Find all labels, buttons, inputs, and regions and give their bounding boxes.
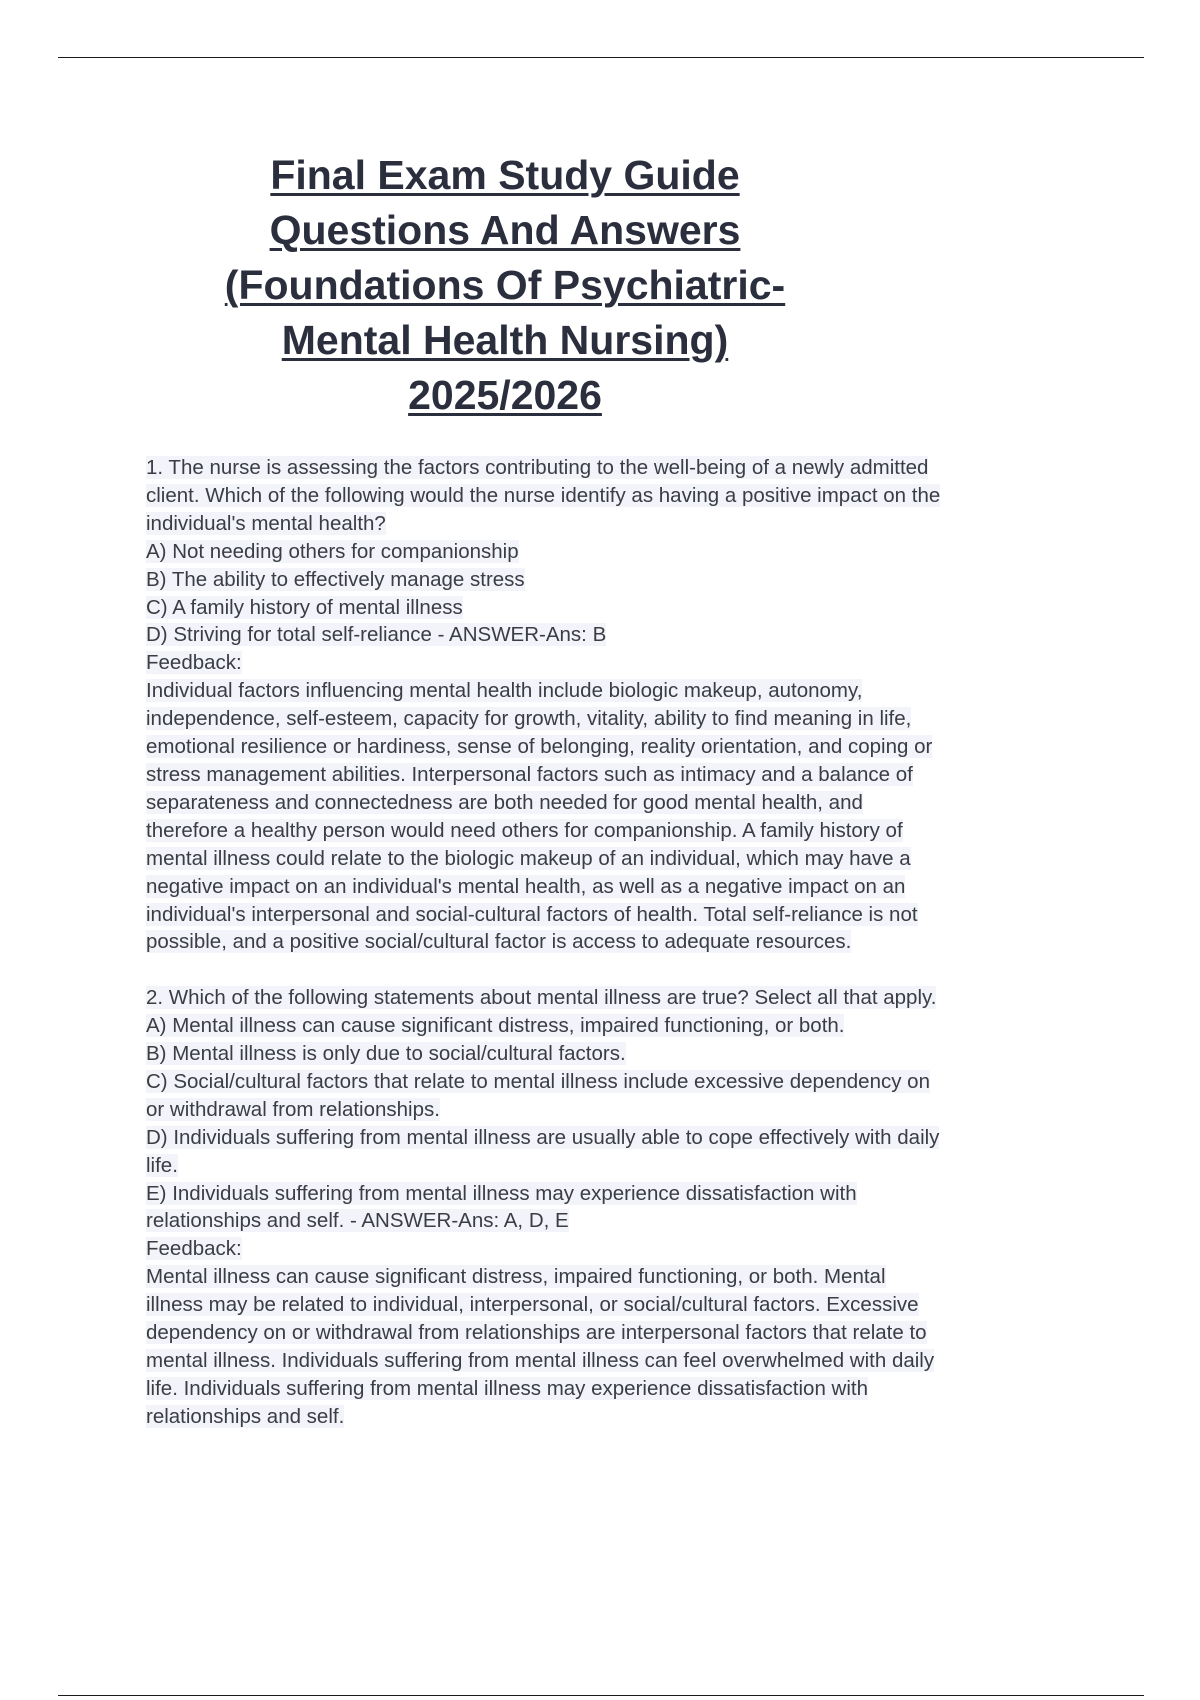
- question-block-2: [146, 984, 1146, 1431]
- answer-option: or withdrawal from relationships.: [146, 1097, 440, 1121]
- text-line: relationships and self.: [146, 1404, 345, 1428]
- top-rule: [58, 57, 1144, 58]
- feedback-label: Feedback:: [146, 1237, 242, 1261]
- text-line: independence, self-esteem, capacity for growth, vitality, ability to find meaning in life,: [146, 707, 912, 731]
- text-line: Individual factors influencing mental health include biologic makeup, autonomy,: [146, 679, 863, 703]
- title-line: Questions And Answers: [269, 207, 741, 253]
- text-line: individual's interpersonal and social-cultural factors of health. Total self-reliance is not: [146, 902, 918, 926]
- title-line: Mental Health Nursing): [281, 317, 729, 363]
- text-line: individual's mental health?: [146, 511, 386, 535]
- title-line: (Foundations Of Psychiatric-: [224, 262, 786, 308]
- text-line: therefore a healthy person would need others for companionship. A family history of: [146, 818, 903, 842]
- text-line: 1. The nurse is assessing the factors contributing to the well-being of a newly admitted: [146, 456, 929, 479]
- answer-option: B) Mental illness is only due to social/cultural factors.: [146, 1042, 626, 1066]
- text-line: Mental illness can cause significant distress, impaired functioning, or both. Mental: [146, 1265, 886, 1289]
- text-line: mental illness. Individuals suffering from mental illness can feel overwhelmed with daily: [146, 1348, 935, 1372]
- answer-option: A) Not needing others for companionship: [146, 539, 519, 563]
- text-line: illness may be related to individual, interpersonal, or social/cultural factors. Excessive: [146, 1293, 919, 1317]
- title-line: 2025/2026: [408, 372, 602, 418]
- text-line: negative impact on an individual's mental health, as well as a negative impact on an: [146, 874, 906, 898]
- text-line: stress management abilities. Interpersonal factors such as intimacy and a balance of: [146, 762, 913, 786]
- text-line: client. Which of the following would the nurse identify as having a positive impact on the: [146, 483, 941, 507]
- feedback-label: Feedback:: [146, 651, 242, 675]
- document-title: [150, 148, 860, 423]
- answer-option: E) Individuals suffering from mental illness may experience dissatisfaction with: [146, 1181, 857, 1205]
- text-line: possible, and a positive social/cultural factor is access to adequate resources.: [146, 930, 852, 954]
- text-line: dependency on or withdrawal from relationships are interpersonal factors that relate to: [146, 1321, 927, 1345]
- title-line: Final Exam Study Guide: [270, 152, 740, 198]
- answer-option: B) The ability to effectively manage stress: [146, 567, 525, 591]
- paragraph-gap: [146, 956, 1146, 984]
- text-line: 2. Which of the following statements about mental illness are true? Select all that apply.: [146, 986, 937, 1010]
- text-line: mental illness could relate to the biologic makeup of an individual, which may have a: [146, 846, 911, 870]
- answer-option: D) Striving for total self-reliance - ANSWER-Ans: B: [146, 623, 607, 647]
- answer-option: life.: [146, 1153, 178, 1177]
- answer-option: D) Individuals suffering from mental illness are usually able to cope effectively with daily: [146, 1125, 940, 1149]
- answer-option: A) Mental illness can cause significant distress, impaired functioning, or both.: [146, 1014, 845, 1038]
- bottom-rule: [58, 1695, 1144, 1696]
- answer-option: C) Social/cultural factors that relate to mental illness include excessive dependency on: [146, 1069, 930, 1093]
- answer-option: C) A family history of mental illness: [146, 595, 463, 619]
- text-line: emotional resilience or hardiness, sense of belonging, reality orientation, and coping or: [146, 735, 933, 759]
- document-body: [146, 454, 1146, 1431]
- text-line: life. Individuals suffering from mental illness may experience dissatisfaction with: [146, 1376, 869, 1400]
- question-block-1: [146, 454, 1146, 956]
- text-line: separateness and connectedness are both needed for good mental health, and: [146, 790, 863, 814]
- answer-option: relationships and self. - ANSWER-Ans: A, D, E: [146, 1209, 569, 1233]
